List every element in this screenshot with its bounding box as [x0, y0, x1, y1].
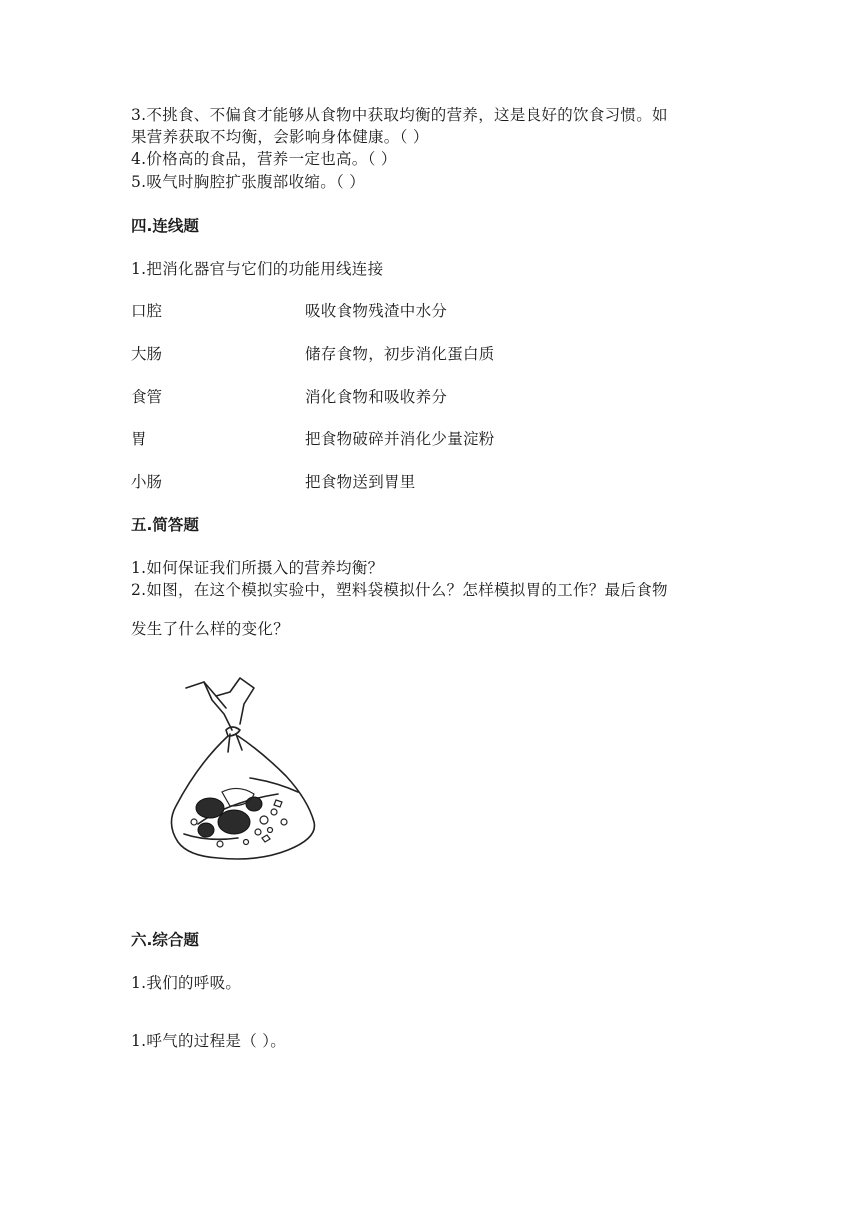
question-3-line-1: 3.不挑食、不偏食才能够从食物中获取均衡的营养，这是良好的饮食习惯。如	[131, 106, 668, 124]
organ-label: 小肠	[131, 473, 163, 491]
function-label: 消化食物和吸收养分	[305, 388, 448, 406]
function-label: 把食物破碎并消化少量淀粉	[305, 430, 495, 448]
organ-label: 大肠	[131, 345, 163, 363]
short-answer-q2-line-1: 2.如图，在这个模拟实验中，塑料袋模拟什么？怎样模拟胃的工作？最后食物	[131, 581, 668, 599]
section-5-heading: 五.简答题	[131, 516, 199, 534]
organ-label: 口腔	[131, 302, 163, 320]
question-3-line-2: 果营养获取不均衡，会影响身体健康。（ ）	[131, 128, 429, 146]
function-label: 把食物送到胃里	[305, 473, 416, 491]
section-4-heading: 四.连线题	[131, 217, 199, 235]
plastic-bag-with-food-illustration	[158, 674, 328, 874]
function-label: 吸收食物残渣中水分	[305, 302, 448, 320]
comprehensive-q1: 1.我们的呼吸。	[131, 974, 242, 992]
matching-instruction: 1.把消化器官与它们的功能用线连接	[131, 260, 384, 278]
organ-label: 胃	[131, 430, 147, 448]
comprehensive-sub-q1: 1.呼气的过程是（ ）。	[131, 1032, 287, 1050]
organ-label: 食管	[131, 388, 163, 406]
short-answer-q1: 1.如何保证我们所摄入的营养均衡？	[131, 559, 384, 577]
function-label: 储存食物，初步消化蛋白质	[305, 345, 495, 363]
section-6-heading: 六.综合题	[131, 931, 199, 949]
short-answer-q2-line-2: 发生了什么样的变化？	[131, 620, 290, 638]
question-5: 5.吸气时胸腔扩张腹部收缩。（ ）	[131, 173, 366, 191]
question-4: 4.价格高的食品，营养一定也高。（ ）	[131, 150, 397, 168]
